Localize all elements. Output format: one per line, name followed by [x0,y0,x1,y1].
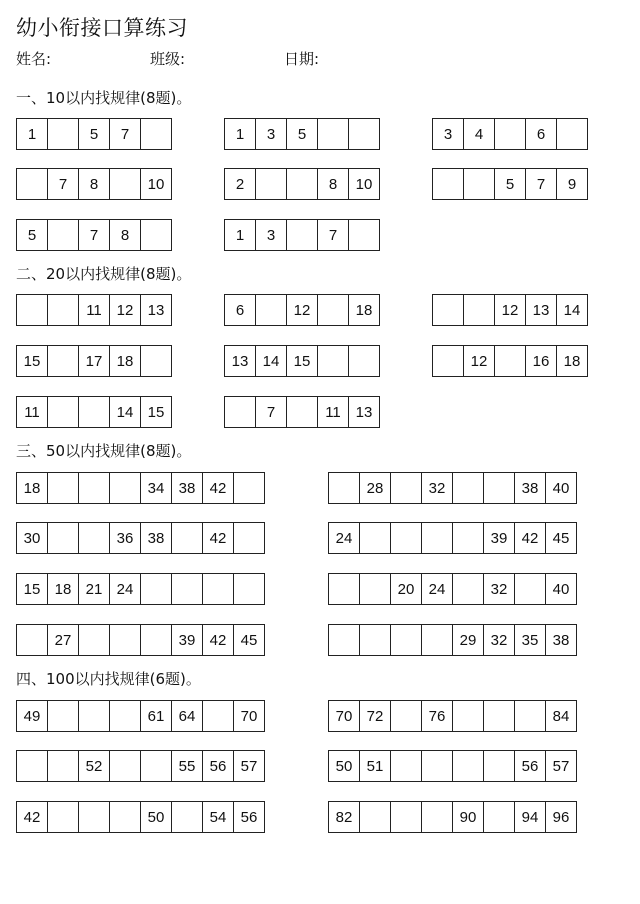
number-cell: 24 [421,573,453,605]
number-cell: 39 [171,624,203,656]
number-cell: 32 [483,624,515,656]
number-cell: 15 [140,396,172,428]
answer-cell[interactable] [286,168,318,200]
number-cell: 6 [525,118,557,150]
class-label: 班级: [150,50,186,68]
section-heading-2: 二、20以内找规律(8题)。 [16,265,192,283]
answer-cell[interactable] [47,700,79,732]
sequence-row [224,118,380,150]
answer-cell[interactable] [317,118,349,150]
number-cell: 11 [317,396,349,428]
answer-cell[interactable] [286,219,318,251]
number-cell: 45 [233,624,265,656]
answer-cell[interactable] [233,522,265,554]
answer-cell[interactable] [78,801,110,833]
sequence-row [224,345,380,377]
answer-cell[interactable] [421,522,453,554]
number-cell: 50 [328,750,360,782]
answer-cell[interactable] [78,624,110,656]
number-cell: 15 [286,345,318,377]
answer-cell[interactable] [140,219,172,251]
answer-cell[interactable] [140,624,172,656]
answer-cell[interactable] [286,396,318,428]
answer-cell[interactable] [463,294,495,326]
answer-cell[interactable] [359,624,391,656]
sequence-row [224,396,380,428]
answer-cell[interactable] [140,345,172,377]
number-cell: 12 [463,345,495,377]
number-cell: 11 [78,294,110,326]
number-cell: 40 [545,472,577,504]
section-heading-3: 三、50以内找规律(8题)。 [16,442,192,460]
answer-cell[interactable] [432,345,464,377]
answer-cell[interactable] [47,219,79,251]
sequence-row [328,750,577,782]
number-cell: 11 [16,396,48,428]
number-cell: 45 [545,522,577,554]
number-cell: 27 [47,624,79,656]
number-cell: 8 [317,168,349,200]
number-cell: 76 [421,700,453,732]
answer-cell[interactable] [556,118,588,150]
number-cell: 39 [483,522,515,554]
number-cell: 8 [109,219,141,251]
number-cell: 13 [140,294,172,326]
number-cell: 18 [109,345,141,377]
number-cell: 84 [545,700,577,732]
answer-cell[interactable] [140,750,172,782]
sequence-row [16,700,265,732]
number-cell: 42 [16,801,48,833]
sequence-row [16,624,265,656]
section-heading-1: 一、10以内找规律(8题)。 [16,89,192,107]
answer-cell[interactable] [452,700,484,732]
answer-cell[interactable] [452,750,484,782]
sequence-row [224,168,380,200]
number-cell: 56 [514,750,546,782]
answer-cell[interactable] [463,168,495,200]
number-cell: 36 [109,522,141,554]
answer-cell[interactable] [47,345,79,377]
answer-cell[interactable] [171,801,203,833]
answer-cell[interactable] [47,294,79,326]
number-cell: 18 [348,294,380,326]
number-cell: 57 [233,750,265,782]
number-cell: 15 [16,573,48,605]
sequence-row [432,168,588,200]
answer-cell[interactable] [359,801,391,833]
answer-cell[interactable] [421,624,453,656]
number-cell: 13 [348,396,380,428]
answer-cell[interactable] [16,624,48,656]
number-cell: 30 [16,522,48,554]
answer-cell[interactable] [390,700,422,732]
number-cell: 38 [545,624,577,656]
answer-cell[interactable] [514,700,546,732]
number-cell: 1 [224,219,256,251]
answer-cell[interactable] [47,118,79,150]
number-cell: 1 [16,118,48,150]
answer-cell[interactable] [109,624,141,656]
answer-cell[interactable] [78,396,110,428]
sequence-row [16,801,265,833]
number-cell: 24 [109,573,141,605]
date-label: 日期: [284,50,320,68]
number-cell: 28 [359,472,391,504]
number-cell: 7 [317,219,349,251]
number-cell: 57 [545,750,577,782]
number-cell: 10 [348,168,380,200]
sequence-row [328,573,577,605]
sequence-row [16,118,172,150]
answer-cell[interactable] [390,472,422,504]
sequence-row [328,472,577,504]
number-cell: 15 [16,345,48,377]
number-cell: 13 [224,345,256,377]
sequence-row [432,345,588,377]
answer-cell[interactable] [328,624,360,656]
number-cell: 5 [494,168,526,200]
answer-cell[interactable] [224,396,256,428]
answer-cell[interactable] [109,801,141,833]
answer-cell[interactable] [348,345,380,377]
sequence-row [328,522,577,554]
answer-cell[interactable] [171,522,203,554]
number-cell: 38 [514,472,546,504]
number-cell: 52 [78,750,110,782]
answer-cell[interactable] [328,472,360,504]
sequence-row [16,472,265,504]
answer-cell[interactable] [359,522,391,554]
number-cell: 42 [514,522,546,554]
number-cell: 1 [224,118,256,150]
number-cell: 70 [328,700,360,732]
answer-cell[interactable] [359,573,391,605]
number-cell: 42 [202,624,234,656]
number-cell: 55 [171,750,203,782]
number-cell: 50 [140,801,172,833]
number-cell: 40 [545,573,577,605]
number-cell: 38 [140,522,172,554]
answer-cell[interactable] [16,168,48,200]
number-cell: 54 [202,801,234,833]
answer-cell[interactable] [47,750,79,782]
answer-cell[interactable] [452,472,484,504]
answer-cell[interactable] [47,396,79,428]
number-cell: 64 [171,700,203,732]
answer-cell[interactable] [16,750,48,782]
number-cell: 61 [140,700,172,732]
number-cell: 49 [16,700,48,732]
answer-cell[interactable] [390,750,422,782]
answer-cell[interactable] [421,801,453,833]
answer-cell[interactable] [421,750,453,782]
sequence-row [16,573,265,605]
number-cell: 5 [16,219,48,251]
answer-cell[interactable] [483,750,515,782]
number-cell: 8 [78,168,110,200]
number-cell: 18 [47,573,79,605]
number-cell: 9 [556,168,588,200]
number-cell: 14 [556,294,588,326]
number-cell: 21 [78,573,110,605]
answer-cell[interactable] [483,801,515,833]
number-cell: 20 [390,573,422,605]
answer-cell[interactable] [255,168,287,200]
answer-cell[interactable] [109,700,141,732]
number-cell: 29 [452,624,484,656]
number-cell: 94 [514,801,546,833]
answer-cell[interactable] [452,573,484,605]
answer-cell[interactable] [432,294,464,326]
number-cell: 32 [421,472,453,504]
sequence-row [16,219,172,251]
number-cell: 2 [224,168,256,200]
number-cell: 34 [140,472,172,504]
name-label: 姓名: [16,50,52,68]
answer-cell[interactable] [494,345,526,377]
number-cell: 7 [255,396,287,428]
answer-cell[interactable] [47,801,79,833]
answer-cell[interactable] [47,522,79,554]
number-cell: 12 [286,294,318,326]
answer-cell[interactable] [348,118,380,150]
number-cell: 14 [255,345,287,377]
number-cell: 7 [78,219,110,251]
number-cell: 56 [202,750,234,782]
number-cell: 5 [286,118,318,150]
number-cell: 42 [202,472,234,504]
number-cell: 82 [328,801,360,833]
number-cell: 13 [525,294,557,326]
sequence-row [16,294,172,326]
answer-cell[interactable] [109,168,141,200]
answer-cell[interactable] [452,522,484,554]
number-cell: 12 [494,294,526,326]
number-cell: 51 [359,750,391,782]
number-cell: 5 [78,118,110,150]
section-heading-4: 四、100以内找规律(6题)。 [16,670,201,688]
page-title: 幼小衔接口算练习 [16,16,188,40]
answer-cell[interactable] [483,472,515,504]
number-cell: 18 [16,472,48,504]
answer-cell[interactable] [202,700,234,732]
sequence-row [16,396,172,428]
answer-cell[interactable] [348,219,380,251]
answer-cell[interactable] [317,345,349,377]
number-cell: 14 [109,396,141,428]
number-cell: 35 [514,624,546,656]
number-cell: 7 [47,168,79,200]
answer-cell[interactable] [47,472,79,504]
number-cell: 6 [224,294,256,326]
sequence-row [224,219,380,251]
number-cell: 16 [525,345,557,377]
number-cell: 24 [328,522,360,554]
answer-cell[interactable] [432,168,464,200]
answer-cell[interactable] [317,294,349,326]
answer-cell[interactable] [78,522,110,554]
number-cell: 4 [463,118,495,150]
number-cell: 7 [109,118,141,150]
sequence-row [16,522,265,554]
answer-cell[interactable] [514,573,546,605]
answer-cell[interactable] [328,573,360,605]
sequence-row [432,294,588,326]
answer-cell[interactable] [390,801,422,833]
sequence-row [328,624,577,656]
sequence-row [16,750,265,782]
number-cell: 70 [233,700,265,732]
number-cell: 10 [140,168,172,200]
number-cell: 3 [255,118,287,150]
number-cell: 3 [255,219,287,251]
sequence-row [328,801,577,833]
sequence-row [16,345,172,377]
number-cell: 12 [109,294,141,326]
number-cell: 18 [556,345,588,377]
answer-cell[interactable] [109,472,141,504]
sequence-row [432,118,588,150]
sequence-row [328,700,577,732]
answer-cell[interactable] [171,573,203,605]
number-cell: 56 [233,801,265,833]
number-cell: 7 [525,168,557,200]
sequence-row [16,168,172,200]
number-cell: 17 [78,345,110,377]
answer-cell[interactable] [140,573,172,605]
answer-cell[interactable] [202,573,234,605]
number-cell: 32 [483,573,515,605]
number-cell: 38 [171,472,203,504]
answer-cell[interactable] [233,573,265,605]
number-cell: 96 [545,801,577,833]
answer-cell[interactable] [78,700,110,732]
answer-cell[interactable] [390,624,422,656]
number-cell: 72 [359,700,391,732]
answer-cell[interactable] [255,294,287,326]
answer-cell[interactable] [16,294,48,326]
number-cell: 3 [432,118,464,150]
number-cell: 42 [202,522,234,554]
answer-cell[interactable] [109,750,141,782]
answer-cell[interactable] [494,118,526,150]
sequence-row [224,294,380,326]
answer-cell[interactable] [140,118,172,150]
answer-cell[interactable] [390,522,422,554]
answer-cell[interactable] [78,472,110,504]
answer-cell[interactable] [483,700,515,732]
number-cell: 90 [452,801,484,833]
answer-cell[interactable] [233,472,265,504]
